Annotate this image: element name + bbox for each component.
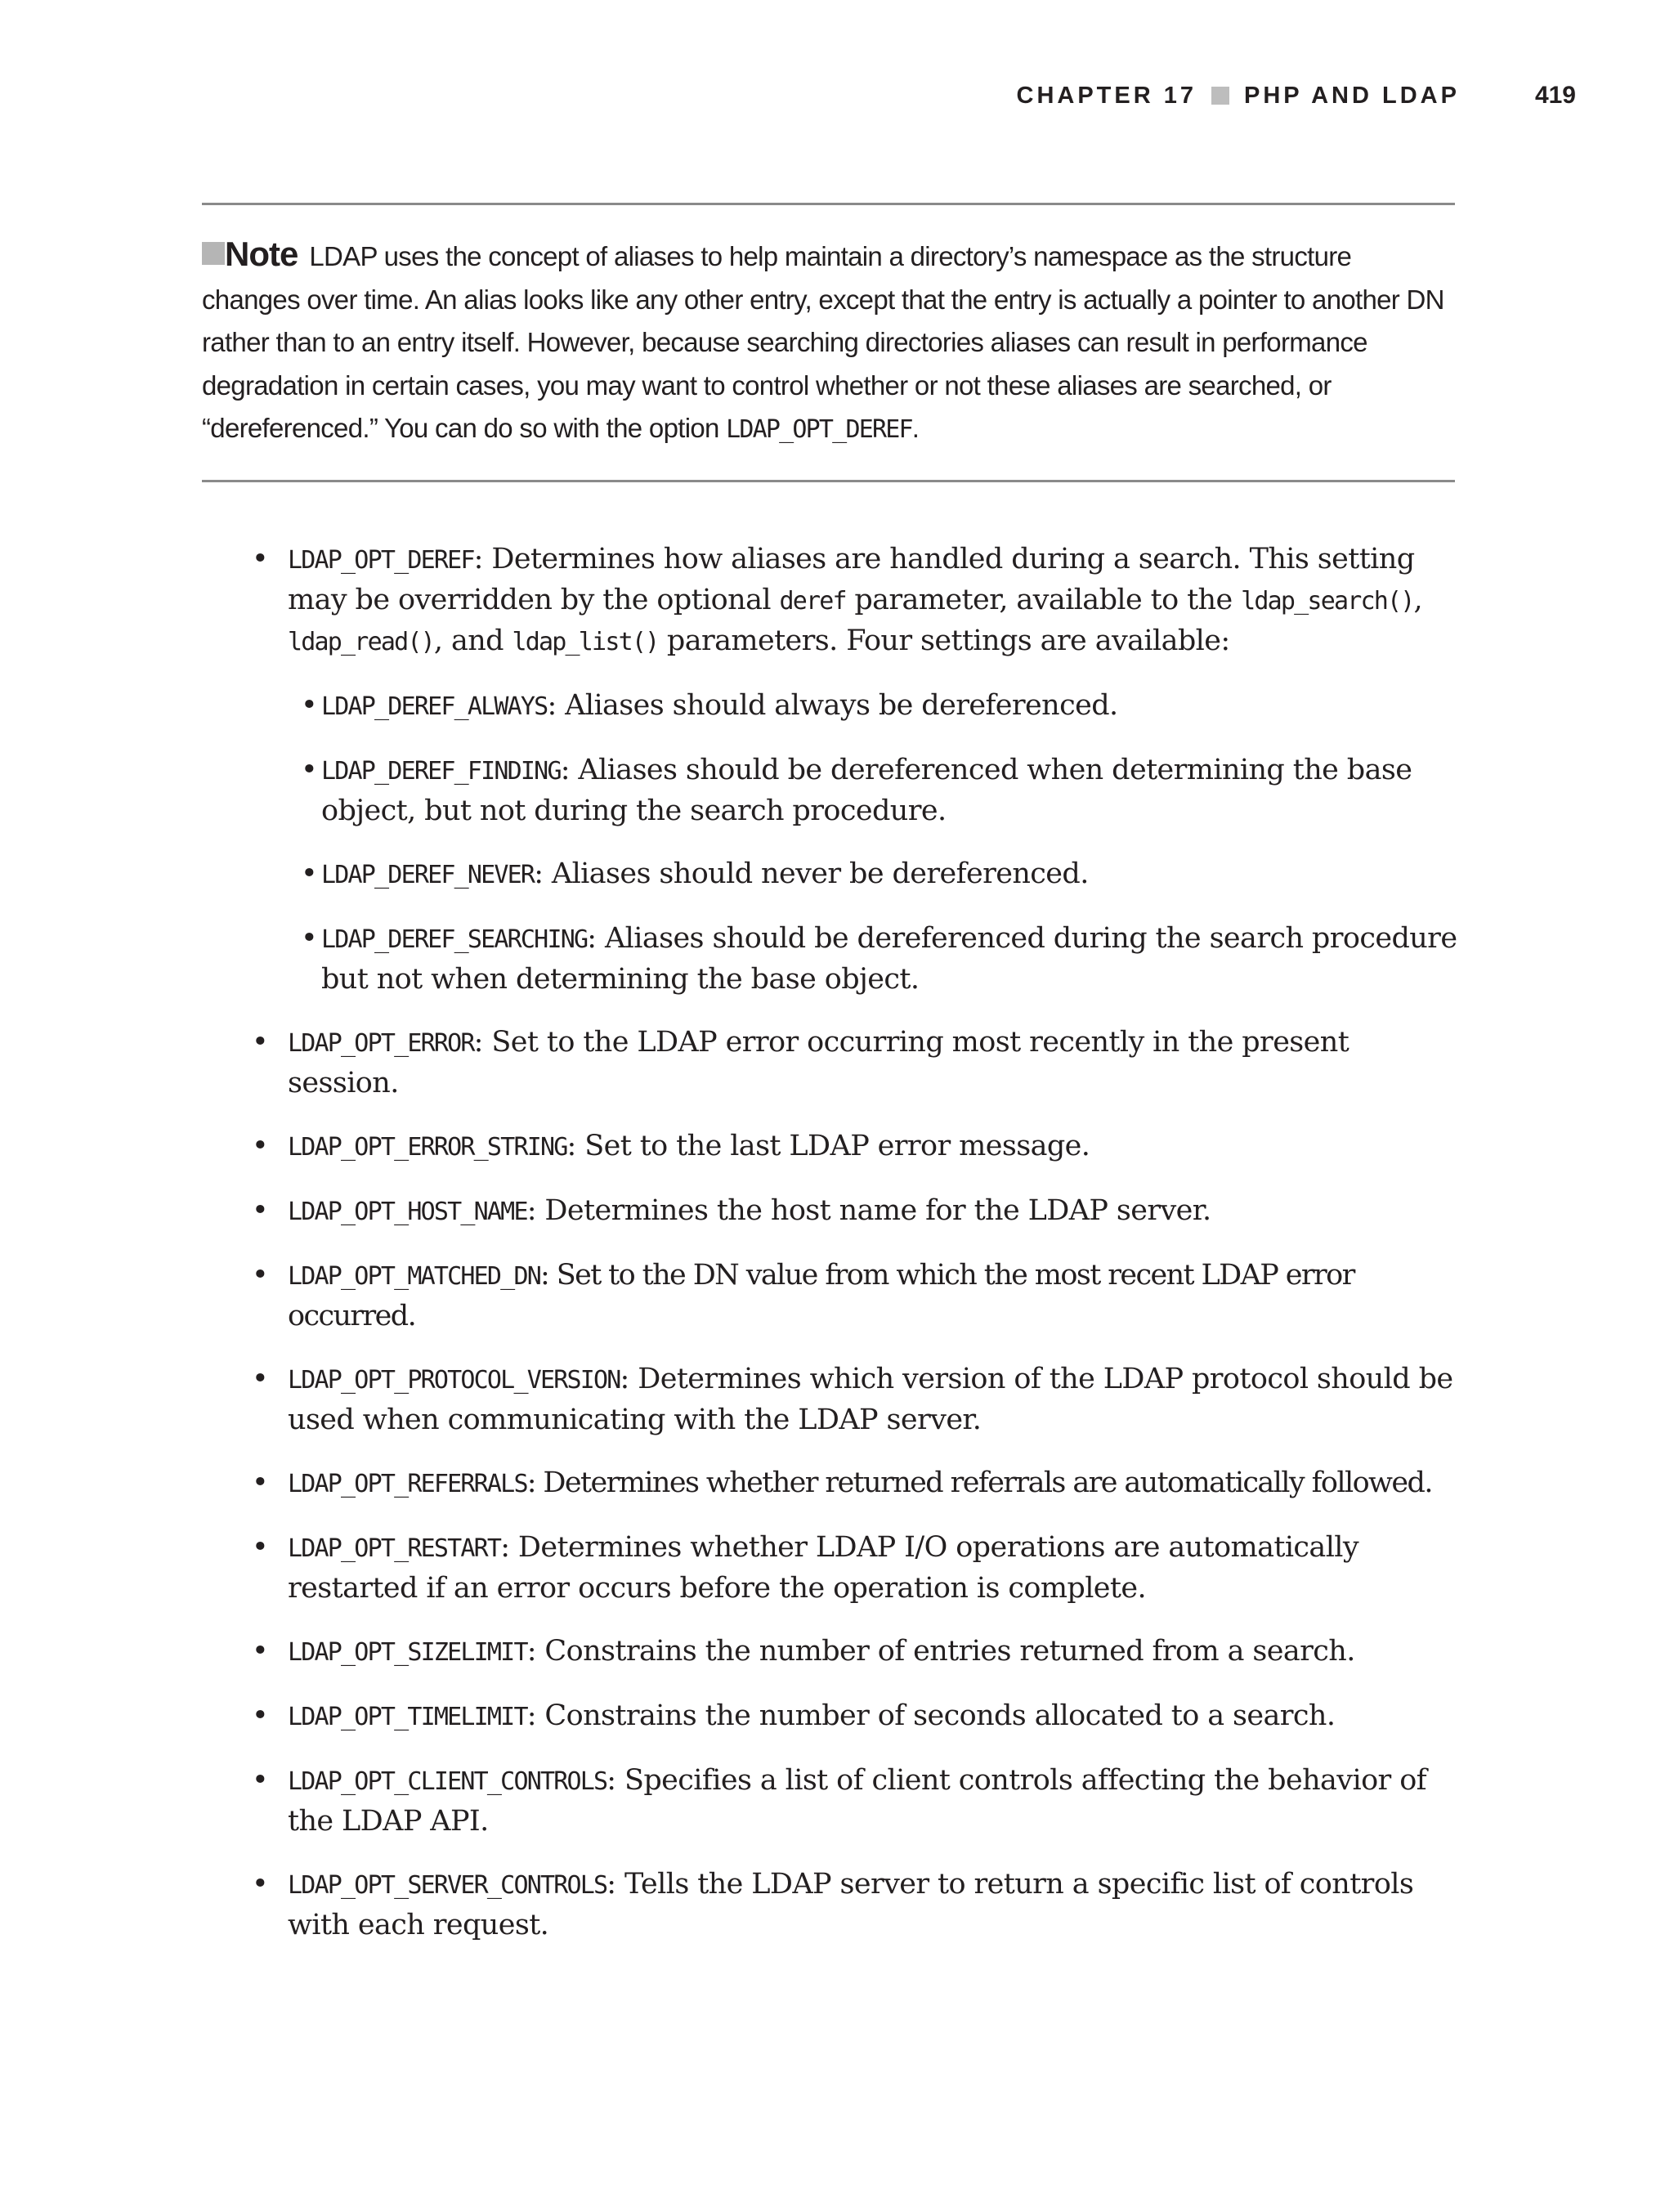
- bullet: •: [252, 543, 269, 575]
- option-code: LDAP_OPT_CLIENT_CONTROLS: [288, 1767, 607, 1796]
- list-item-ldap-opt-server-controls: [0, 1865, 1674, 1945]
- list-item-ldap-opt-client-controls: [0, 1761, 1674, 1841]
- option-code: LDAP_OPT_HOST_NAME: [288, 1198, 527, 1226]
- list-item-ldap-opt-host-name: [0, 1191, 1674, 1232]
- note-box: [202, 203, 1455, 482]
- setting-code: LDAP_DEREF_NEVER: [321, 861, 535, 889]
- list-item-ldap-opt-deref: [0, 540, 1674, 999]
- list-item-ldap-opt-protocol-version: [0, 1359, 1674, 1440]
- inline-code: deref: [779, 587, 846, 616]
- sub-list-item: [288, 854, 1460, 895]
- separator-square-icon: [1211, 87, 1229, 105]
- sub-bullet: •: [301, 857, 318, 890]
- options-list: [0, 540, 1674, 1968]
- option-desc: : Constrains the number of entries returned from a search.: [526, 1635, 1355, 1668]
- option-code: LDAP_OPT_TIMELIMIT: [288, 1703, 527, 1731]
- sub-bullet: •: [301, 754, 318, 786]
- list-item-ldap-opt-matched-dn: [0, 1256, 1674, 1336]
- bullet: •: [252, 1699, 269, 1732]
- bullet: •: [252, 1130, 269, 1162]
- list-item-ldap-opt-timelimit: [0, 1696, 1674, 1737]
- sub-list-item: [288, 686, 1460, 727]
- inline-code: ldap_search(): [1241, 587, 1414, 616]
- list-item-ldap-opt-sizelimit: [0, 1632, 1674, 1672]
- setting-code: LDAP_DEREF_SEARCHING: [321, 925, 588, 954]
- setting-desc: : Aliases should never be dereferenced.: [534, 857, 1089, 890]
- chapter-label: CHAPTER 17: [1016, 82, 1197, 109]
- note-code: LDAP_OPT_DEREF: [726, 415, 912, 444]
- option-code: LDAP_OPT_SIZELIMIT: [288, 1638, 527, 1667]
- option-code: LDAP_OPT_MATCHED_DN: [288, 1262, 540, 1291]
- setting-code: LDAP_DEREF_FINDING: [321, 757, 561, 786]
- bullet: •: [252, 1026, 269, 1059]
- option-desc: : Specifies a list of client controls affecting the behavior of the LDAP API.: [288, 1764, 1427, 1838]
- option-desc: : Determines how aliases are handled during a search. This setting may be overridden by the optional: [288, 543, 1415, 616]
- note-square-icon: [202, 242, 225, 265]
- option-desc: : Set to the last LDAP error message.: [566, 1130, 1090, 1162]
- option-desc: : Tells the LDAP server to return a specific list of controls with each request.: [288, 1868, 1414, 1941]
- option-desc: parameter, available to the: [845, 584, 1242, 616]
- option-desc: parameters. Four settings are available:: [658, 625, 1230, 657]
- running-head: [1017, 82, 1576, 110]
- list-item-ldap-opt-error: [0, 1023, 1674, 1103]
- setting-desc: : Aliases should always be dereferenced.: [547, 689, 1118, 722]
- note-label: Note: [225, 235, 298, 273]
- bullet: •: [252, 1259, 268, 1292]
- page-number: 419: [1534, 82, 1576, 109]
- option-desc: : Set to the LDAP error occurring most recently in the present session.: [288, 1026, 1349, 1099]
- bullet: •: [252, 1466, 268, 1499]
- bullet: •: [252, 1363, 269, 1395]
- option-code: LDAP_OPT_REFERRALS: [288, 1470, 527, 1498]
- option-code: LDAP_OPT_RESTART: [288, 1534, 501, 1563]
- option-desc: , and: [433, 625, 512, 657]
- sub-list-item: [288, 919, 1460, 999]
- option-code: LDAP_OPT_SERVER_CONTROLS: [288, 1871, 607, 1900]
- inline-code: ldap_read(): [288, 628, 434, 656]
- option-desc: : Determines whether LDAP I/O operations are automatically restarted if an error occurs before the operation is complete.: [288, 1531, 1359, 1605]
- note-text: LDAP uses the concept of aliases to help maintain a directory’s namespace as the structure changes over time. An alias looks like any other entry, except that the entry is actually a pointer to another DN rather than to an entry itself. However, because searching directories aliases can result in performance degradation in certain cases, you may want to control whether or not these aliases are searched, or “dereferenced.” You can do so with the option: [202, 241, 1444, 443]
- option-code: LDAP_OPT_ERROR: [288, 1029, 474, 1058]
- deref-settings-list: [288, 686, 1460, 999]
- list-item-ldap-opt-referrals: [0, 1463, 1674, 1504]
- option-desc: : Determines whether returned referrals are automatically followed.: [526, 1466, 1432, 1499]
- option-code: LDAP_OPT_DEREF: [288, 546, 474, 575]
- inline-code: ldap_list(): [512, 628, 659, 656]
- sub-bullet: •: [301, 689, 318, 722]
- setting-desc: : Aliases should be dereferenced when determining the base object, but not during the search procedure.: [321, 754, 1412, 827]
- option-code: LDAP_OPT_PROTOCOL_VERSION: [288, 1366, 620, 1395]
- sub-bullet: •: [301, 922, 318, 955]
- bullet: •: [252, 1531, 269, 1564]
- note-paragraph: [202, 233, 1455, 452]
- setting-desc: : Aliases should be dereferenced during the search procedure but not when determining the base object.: [321, 922, 1457, 996]
- option-desc: : Constrains the number of seconds allocated to a search.: [526, 1699, 1336, 1732]
- list-item-ldap-opt-restart: [0, 1528, 1674, 1608]
- bullet: •: [252, 1868, 269, 1901]
- option-code: LDAP_OPT_ERROR_STRING: [288, 1133, 567, 1162]
- list-item-ldap-opt-error-string: [0, 1126, 1674, 1167]
- note-end: .: [911, 413, 920, 443]
- option-desc: : Set to the DN value from which the most recent LDAP error occurred.: [288, 1259, 1354, 1332]
- setting-code: LDAP_DEREF_ALWAYS: [321, 692, 548, 721]
- bullet: •: [252, 1764, 269, 1797]
- bullet: •: [252, 1635, 269, 1668]
- chapter-title: PHP AND LDAP: [1244, 82, 1460, 109]
- option-desc: : Determines which version of the LDAP protocol should be used when communicating with the LDAP server.: [288, 1363, 1453, 1436]
- bullet: •: [252, 1194, 269, 1227]
- option-desc: ,: [1413, 584, 1423, 616]
- sub-list-item: [288, 750, 1460, 831]
- option-desc: : Determines the host name for the LDAP server.: [526, 1194, 1211, 1227]
